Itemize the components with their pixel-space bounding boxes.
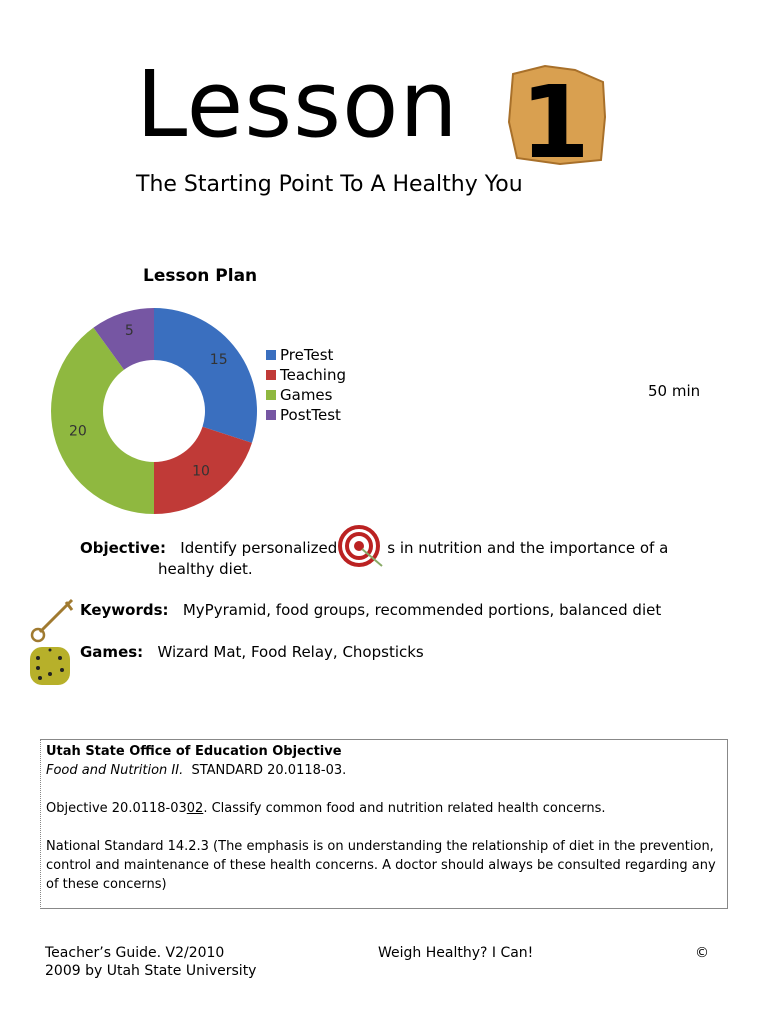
legend-swatch [266,350,276,360]
course-name: Food and Nutrition II. [46,763,184,778]
legend-label: PostTest [280,406,341,424]
legend-label: Games [280,386,333,404]
games-label: Games: [80,643,144,661]
data-label: 5 [124,322,134,339]
objective-text-2: s in nutrition and the importance of a [387,539,669,557]
donut-chart [0,290,270,530]
objective-text-1: Identify personalized [180,539,338,557]
standard-code: STANDARD 20.0118-03. [191,763,347,778]
objective-code: Objective 20.0118-03 [46,801,187,816]
legend-swatch [266,410,276,420]
lesson-title: Lesson [136,51,459,158]
standards-box [40,739,728,909]
footer-center: Weigh Healthy? I Can! [378,945,534,961]
legend-swatch [266,390,276,400]
legend-item [266,345,346,365]
objective-text-3: healthy diet. [158,560,253,578]
objective-description: . Classify common food and nutrition related health concerns. [203,801,606,816]
target-icon [338,524,388,570]
games-text: Wizard Mat, Food Relay, Chopsticks [157,643,424,661]
footer-copyright-holder: 2009 by Utah State University [45,963,257,979]
legend-item [266,365,346,385]
keywords-section [80,600,661,621]
objective-label: Objective: [80,539,166,557]
total-duration: 50 min [648,382,701,400]
objective-code-underlined: 02 [186,801,204,816]
dice-icon [28,646,72,686]
legend-item [266,385,346,405]
legend-label: Teaching [280,366,346,384]
legend-label: PreTest [280,346,334,364]
legend-swatch [266,370,276,380]
chart-legend [266,345,346,425]
footer-guide: Teacher’s Guide. V2/2010 [45,945,225,961]
footer-left [45,944,256,980]
standards-heading: Utah State Office of Education Objective [46,744,342,759]
key-icon [28,596,78,646]
keywords-label: Keywords: [80,601,169,619]
data-label: 10 [192,463,210,480]
data-label: 15 [209,351,228,368]
chart-title: Lesson Plan [143,266,258,286]
lesson-number-badge [505,62,610,167]
footer-copyright: © [695,945,709,961]
national-standard: National Standard 14.2.3 (The emphasis is on understanding the relationship of diet in the prevention, control and maintenance of these health concerns. A doctor should always be consulted regarding any of these concerns) [46,839,716,892]
lesson-number: 1 [520,64,590,167]
donut-slice-pretest [154,308,257,443]
legend-item [266,405,346,425]
data-label: 20 [69,423,87,440]
games-section [80,642,424,663]
keywords-text: MyPyramid, food groups, recommended portions, balanced diet [182,601,662,619]
lesson-subtitle: The Starting Point To A Healthy You [136,172,523,197]
